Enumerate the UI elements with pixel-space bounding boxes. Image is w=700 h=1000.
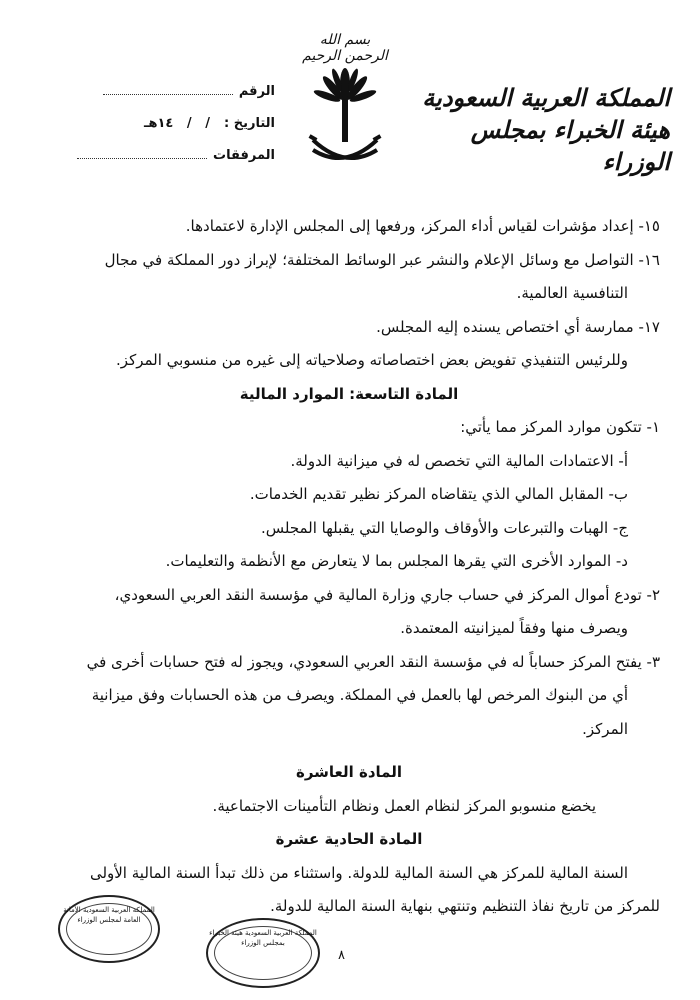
article-9-item-3-line-2: أي من البنوك المرخص لها بالعمل في المملكة. ويصرف من هذه الحسابات وفق ميزانية	[91, 686, 628, 704]
ref-row	[40, 84, 275, 116]
official-stamp-2	[206, 918, 320, 988]
organization-name	[410, 82, 670, 178]
official-stamp-1	[58, 895, 160, 963]
item-15: ١٥- إعداد مؤشرات لقياس أداء المركز، ورفعها إلى المجلس الإدارة لاعتمادها.	[185, 217, 660, 235]
article-11-title: المادة الحادية عشرة	[275, 830, 423, 848]
stamp-1-text: المملكة العربية السعودية الأمانة العامة لمجلس الوزراء	[63, 906, 155, 924]
article-9-item-d: د- الموارد الأخرى التي يقرها المجلس بما لا يتعارض مع الأنظمة والتعليمات.	[165, 552, 628, 570]
basmala: بسم الله الرحمن الرحيم	[302, 32, 388, 64]
attachments-row	[40, 148, 275, 180]
document-body	[38, 210, 660, 924]
date-value: / / ١٤هـ	[144, 116, 211, 131]
article-9-item-2-line-1: ٢- تودع أموال المركز في حساب جاري وزارة المالية في مؤسسة النقد العربي السعودي،	[114, 585, 660, 604]
ref-label: الرقم	[238, 84, 275, 99]
article-9-item-3-line-3: المركز.	[582, 719, 628, 738]
article-9-item-a: أ- الاعتمادات المالية التي تخصص له في ميزانية الدولة.	[290, 451, 628, 470]
article-9-title: المادة التاسعة: الموارد المالية	[239, 384, 459, 403]
article-9-item-c: ج- الهبات والتبرعات والأوقاف والوصايا التي يقبلها المجلس.	[260, 518, 628, 537]
article-11-line-2: للمركز من تاريخ نفاذ التنظيم وتنتهي بنهاية السنة المالية للدولة.	[270, 897, 660, 915]
date-label: التاريخ :	[224, 116, 275, 131]
org-line-1: المملكة العربية السعودية	[422, 84, 670, 112]
delegation-paragraph: وللرئيس التنفيذي تفويض بعض اختصاصاته وصلاحياته إلى غيره من منسوبي المركز.	[116, 351, 628, 369]
attachments-field	[77, 148, 207, 159]
article-10-text: يخضع منسوبو المركز لنظام العمل ونظام التأمينات الاجتماعية.	[212, 796, 596, 815]
item-16-line-1: ١٦- التواصل مع وسائل الإعلام والنشر عبر الوسائط المختلفة؛ لإبراز دور المملكة في مجال	[104, 250, 660, 269]
item-16-line-2: التنافسية العالمية.	[516, 284, 628, 302]
document-meta	[40, 84, 275, 180]
article-9-item-3-line-1: ٣- يفتح المركز حساباً له في مؤسسة النقد العربي السعودي، ويجوز له فتح حسابات أخرى في	[86, 652, 660, 671]
attachments-label: المرفقات	[213, 148, 275, 163]
article-10-title: المادة العاشرة	[295, 763, 403, 781]
date-row	[40, 116, 275, 148]
org-line-2: هيئة الخبراء بمجلس الوزراء	[470, 116, 670, 176]
item-17: ١٧- ممارسة أي اختصاص يسنده إليه المجلس.	[376, 317, 660, 336]
ref-field	[103, 84, 233, 95]
saudi-emblem-icon	[305, 62, 385, 172]
article-11-line-1: السنة المالية للمركز هي السنة المالية للدولة. واستثناء من ذلك تبدأ السنة المالية الأولى	[89, 863, 628, 882]
stamp-2-text: المملكة العربية السعودية هيئة الخبراء بمجلس الوزراء	[209, 929, 317, 947]
article-9-item-2-line-2: ويصرف منها وفقاً لميزانيته المعتمدة.	[400, 619, 628, 637]
article-9-item-1: ١- تتكون موارد المركز مما يأتي:	[460, 418, 660, 436]
article-9-item-b: ب- المقابل المالي الذي يتقاضاه المركز نظير تقديم الخدمات.	[249, 485, 628, 503]
page-number: ٨	[338, 948, 345, 963]
